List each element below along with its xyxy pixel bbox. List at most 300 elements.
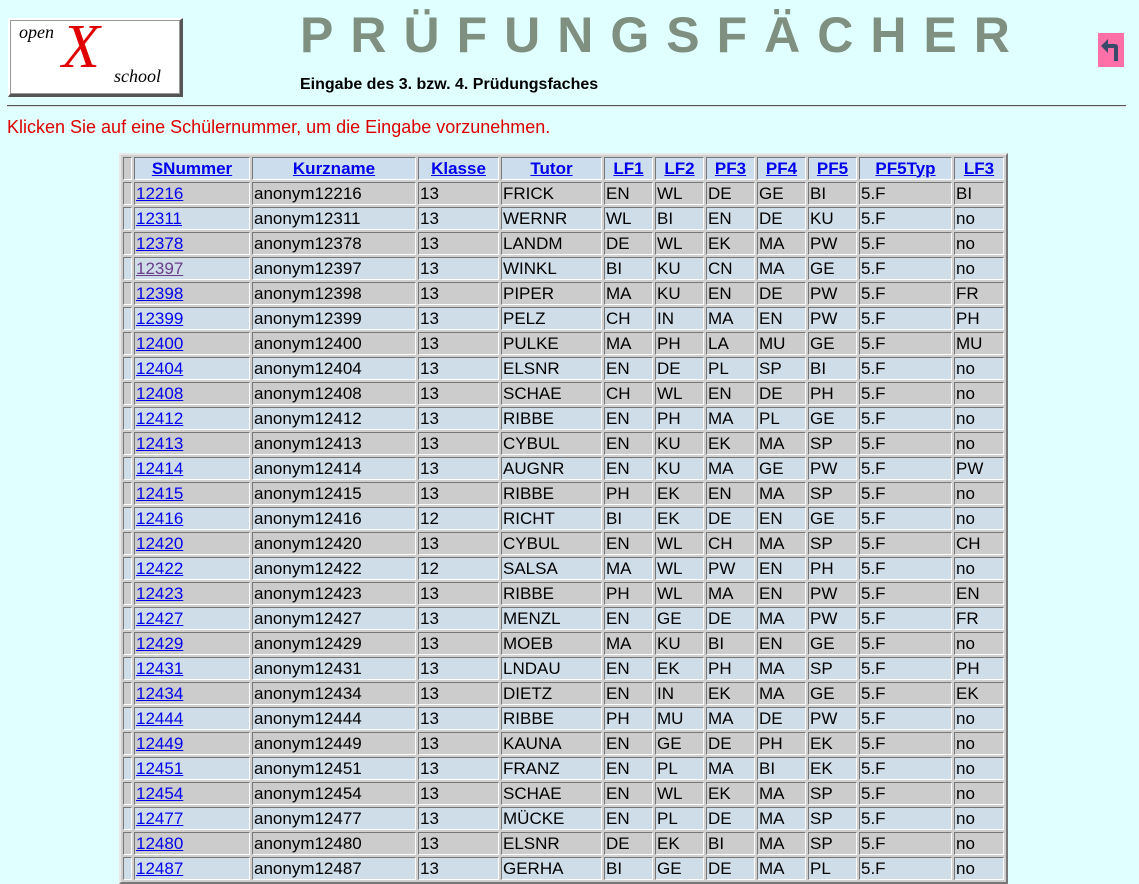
row-marker (123, 507, 132, 530)
table-cell: BI (655, 207, 704, 230)
table-cell[interactable] (134, 482, 250, 505)
table-cell: BI (757, 757, 806, 780)
table-cell: 5.F (859, 782, 952, 805)
table-cell: 5.F (859, 657, 952, 680)
column-header-lf3[interactable] (954, 157, 1004, 180)
table-cell: 5.F (859, 707, 952, 730)
column-header-klasse[interactable] (418, 157, 499, 180)
table-cell: anonym12404 (252, 357, 416, 380)
table-cell: MA (757, 807, 806, 830)
sort-link-pf4[interactable]: PF4 (765, 158, 798, 178)
table-cell: anonym12399 (252, 307, 416, 330)
table-cell: no (954, 257, 1004, 280)
table-cell: no (954, 632, 1004, 655)
table-cell: anonym12451 (252, 757, 416, 780)
table-cell[interactable] (134, 182, 250, 205)
table-cell: WL (655, 232, 704, 255)
table-cell: no (954, 857, 1004, 880)
sort-link-snummer[interactable]: SNummer (151, 158, 233, 178)
students-table-body (123, 182, 1004, 880)
table-cell: anonym12434 (252, 682, 416, 705)
table-cell: 13 (418, 582, 499, 605)
back-arrow-icon (1098, 33, 1124, 67)
table-cell: 5.F (859, 632, 952, 655)
table-cell[interactable] (134, 432, 250, 455)
table-cell: GE (808, 632, 857, 655)
table-cell: MA (757, 532, 806, 555)
row-marker (123, 307, 132, 330)
table-cell: FR (954, 282, 1004, 305)
snummer-link[interactable]: 12397 (136, 258, 184, 278)
table-cell: 13 (418, 257, 499, 280)
table-cell: anonym12412 (252, 407, 416, 430)
table-cell: 13 (418, 532, 499, 555)
table-cell: EK (706, 232, 755, 255)
row-marker (123, 532, 132, 555)
snummer-link[interactable]: 12449 (136, 733, 184, 753)
table-cell: DE (706, 857, 755, 880)
table-cell: PH (808, 557, 857, 580)
row-marker (123, 432, 132, 455)
table-cell: 5.F (859, 182, 952, 205)
table-cell: 13 (418, 832, 499, 855)
table-cell: no (954, 707, 1004, 730)
table-cell: GE (808, 507, 857, 530)
row-marker (123, 657, 132, 680)
table-cell: MA (757, 232, 806, 255)
table-cell: MA (757, 657, 806, 680)
table-cell: anonym12454 (252, 782, 416, 805)
table-cell: DIETZ (501, 682, 602, 705)
column-header-pf3[interactable] (706, 157, 755, 180)
row-marker (123, 582, 132, 605)
table-cell: no (954, 757, 1004, 780)
snummer-link[interactable]: 12404 (136, 358, 184, 378)
table-cell: EK (655, 507, 704, 530)
table-cell: EK (808, 732, 857, 755)
table-cell: 12 (418, 557, 499, 580)
snummer-link[interactable]: 12480 (136, 833, 184, 853)
table-cell: 5.F (859, 482, 952, 505)
table-cell: EN (954, 582, 1004, 605)
snummer-link[interactable]: 12451 (136, 758, 184, 778)
table-cell[interactable] (134, 857, 250, 880)
table-cell: 5.F (859, 607, 952, 630)
table-cell: DE (604, 232, 653, 255)
table-cell: 12 (418, 507, 499, 530)
column-header-pf4[interactable] (757, 157, 806, 180)
sort-link-tutor[interactable]: Tutor (530, 158, 573, 178)
table-cell: FR (954, 607, 1004, 630)
header-spacer (123, 157, 132, 180)
snummer-link[interactable]: 12408 (136, 383, 184, 403)
table-cell: MA (757, 682, 806, 705)
table-cell[interactable] (134, 682, 250, 705)
table-cell: no (954, 557, 1004, 580)
table-cell: 5.F (859, 332, 952, 355)
table-cell: EK (655, 657, 704, 680)
table-cell: MA (757, 832, 806, 855)
table-cell: anonym12416 (252, 507, 416, 530)
table-cell: 13 (418, 857, 499, 880)
table-cell: 13 (418, 182, 499, 205)
row-marker (123, 782, 132, 805)
table-cell[interactable] (134, 632, 250, 655)
table-cell: 5.F (859, 407, 952, 430)
table-cell: anonym12423 (252, 582, 416, 605)
table-cell: PH (655, 332, 704, 355)
table-cell: MA (706, 407, 755, 430)
table-row (123, 632, 1004, 655)
sort-link-klasse[interactable]: Klasse (431, 158, 486, 178)
table-row (123, 757, 1004, 780)
snummer-link[interactable]: 12429 (136, 633, 184, 653)
table-row (123, 682, 1004, 705)
snummer-link[interactable]: 12431 (136, 658, 184, 678)
table-cell: 5.F (859, 232, 952, 255)
table-cell: DE (757, 282, 806, 305)
table-cell: BI (706, 832, 755, 855)
table-row (123, 407, 1004, 430)
table-cell: 13 (418, 807, 499, 830)
row-marker (123, 632, 132, 655)
table-cell: WL (655, 182, 704, 205)
table-cell: SP (808, 432, 857, 455)
page-title: PRÜFUNGSFÄCHER (300, 7, 1027, 63)
table-cell[interactable] (134, 807, 250, 830)
table-cell: 5.F (859, 857, 952, 880)
table-cell: DE (706, 807, 755, 830)
table-cell: WL (655, 782, 704, 805)
back-button[interactable] (1098, 33, 1124, 67)
table-cell: LA (706, 332, 755, 355)
table-cell: anonym12427 (252, 607, 416, 630)
table-cell: EN (757, 307, 806, 330)
table-cell: PL (655, 757, 704, 780)
snummer-link[interactable]: 12487 (136, 858, 184, 878)
column-header-lf1[interactable] (604, 157, 653, 180)
table-cell: ELSNR (501, 357, 602, 380)
table-cell: 5.F (859, 732, 952, 755)
table-cell: anonym12311 (252, 207, 416, 230)
sort-link-pf5[interactable]: PF5 (816, 158, 849, 178)
table-cell: 5.F (859, 432, 952, 455)
sort-link-pf5typ[interactable]: PF5Typ (875, 158, 936, 178)
table-cell[interactable] (134, 657, 250, 680)
column-header-kurzname[interactable] (252, 157, 416, 180)
table-cell: MA (706, 307, 755, 330)
snummer-link[interactable]: 12423 (136, 583, 184, 603)
table-cell: EN (604, 457, 653, 480)
table-cell: EN (604, 407, 653, 430)
table-cell: anonym12420 (252, 532, 416, 555)
table-cell: PH (604, 482, 653, 505)
table-cell: no (954, 382, 1004, 405)
column-header-pf5[interactable] (808, 157, 857, 180)
table-cell: no (954, 207, 1004, 230)
table-cell: KU (655, 257, 704, 280)
table-cell: PW (808, 282, 857, 305)
snummer-link[interactable]: 12398 (136, 283, 184, 303)
students-table-wrapper (119, 153, 1008, 884)
table-cell: anonym12480 (252, 832, 416, 855)
table-cell: 5.F (859, 307, 952, 330)
table-cell[interactable] (134, 282, 250, 305)
row-marker (123, 332, 132, 355)
sort-link-lf3[interactable]: LF3 (963, 158, 995, 178)
table-cell: BI (604, 257, 653, 280)
table-cell: RIBBE (501, 407, 602, 430)
table-cell[interactable] (134, 532, 250, 555)
snummer-link[interactable]: 12444 (136, 708, 184, 728)
table-cell: EN (706, 482, 755, 505)
table-cell: 13 (418, 432, 499, 455)
snummer-link[interactable]: 12420 (136, 533, 184, 553)
snummer-link[interactable]: 12400 (136, 333, 184, 353)
snummer-link[interactable]: 12427 (136, 608, 184, 628)
table-cell: MA (604, 282, 653, 305)
table-cell: PL (655, 807, 704, 830)
table-cell: 5.F (859, 832, 952, 855)
table-cell: MA (757, 607, 806, 630)
table-cell[interactable] (134, 382, 250, 405)
snummer-link[interactable]: 12422 (136, 558, 184, 578)
table-cell[interactable] (134, 407, 250, 430)
snummer-link[interactable]: 12434 (136, 683, 184, 703)
table-cell: MA (706, 707, 755, 730)
table-cell: MU (954, 332, 1004, 355)
table-cell: BI (604, 857, 653, 880)
table-cell: GE (808, 332, 857, 355)
table-cell[interactable] (134, 232, 250, 255)
table-cell: MU (757, 332, 806, 355)
table-cell: PL (706, 357, 755, 380)
row-marker (123, 232, 132, 255)
table-cell: MA (706, 457, 755, 480)
table-cell[interactable] (134, 457, 250, 480)
table-cell: BI (604, 507, 653, 530)
logo-open-text: open (19, 22, 54, 42)
table-cell: PULKE (501, 332, 602, 355)
table-row (123, 182, 1004, 205)
table-cell[interactable] (134, 557, 250, 580)
table-cell: WINKL (501, 257, 602, 280)
table-cell[interactable] (134, 207, 250, 230)
table-cell: SP (808, 807, 857, 830)
table-cell[interactable] (134, 507, 250, 530)
snummer-link[interactable]: 12415 (136, 483, 184, 503)
table-cell: DE (706, 507, 755, 530)
table-cell: PH (954, 307, 1004, 330)
table-cell[interactable] (134, 357, 250, 380)
table-cell: KU (655, 432, 704, 455)
table-cell: SCHAE (501, 382, 602, 405)
table-cell: EN (706, 282, 755, 305)
table-cell: EK (655, 482, 704, 505)
snummer-link[interactable]: 12216 (136, 183, 184, 203)
table-row (123, 607, 1004, 630)
snummer-link[interactable]: 12454 (136, 783, 184, 803)
table-cell: GE (655, 607, 704, 630)
row-marker (123, 607, 132, 630)
logo-x-text: X (62, 13, 100, 81)
table-cell: PW (706, 557, 755, 580)
snummer-link[interactable]: 12378 (136, 233, 184, 253)
table-cell: LANDM (501, 232, 602, 255)
table-cell[interactable] (134, 757, 250, 780)
table-cell: WL (655, 557, 704, 580)
table-cell: 5.F (859, 382, 952, 405)
sort-link-lf1[interactable]: LF1 (613, 158, 644, 178)
row-marker (123, 382, 132, 405)
table-cell: PH (604, 582, 653, 605)
table-cell: CN (706, 257, 755, 280)
table-cell: SALSA (501, 557, 602, 580)
table-cell: 5.F (859, 557, 952, 580)
table-cell: EN (604, 682, 653, 705)
column-header-lf2[interactable] (655, 157, 704, 180)
snummer-link[interactable]: 12416 (136, 508, 184, 528)
table-cell: PW (808, 307, 857, 330)
table-cell: FRANZ (501, 757, 602, 780)
instruction-text: Klicken Sie auf eine Schülernummer, um die Eingabe vorzunehmen. (7, 117, 551, 137)
table-cell: SP (808, 482, 857, 505)
table-cell: SP (808, 782, 857, 805)
table-cell: PH (604, 707, 653, 730)
table-cell: 5.F (859, 207, 952, 230)
table-cell: MU (655, 707, 704, 730)
table-row (123, 732, 1004, 755)
table-row (123, 332, 1004, 355)
table-cell: KU (655, 457, 704, 480)
table-cell: PL (808, 857, 857, 880)
table-cell: 5.F (859, 282, 952, 305)
table-cell: GE (655, 732, 704, 755)
table-cell: anonym12414 (252, 457, 416, 480)
table-cell[interactable] (134, 607, 250, 630)
snummer-link[interactable]: 12311 (136, 208, 183, 228)
table-cell: DE (757, 207, 806, 230)
table-cell: BI (706, 632, 755, 655)
table-cell: no (954, 432, 1004, 455)
table-cell: FRICK (501, 182, 602, 205)
column-header-tutor[interactable] (501, 157, 602, 180)
table-cell: DE (706, 182, 755, 205)
table-row (123, 307, 1004, 330)
table-cell: no (954, 782, 1004, 805)
table-cell: RICHT (501, 507, 602, 530)
table-cell: KU (655, 632, 704, 655)
table-cell: GERHA (501, 857, 602, 880)
table-cell: EN (757, 582, 806, 605)
table-cell: SP (808, 532, 857, 555)
snummer-link[interactable]: 12399 (136, 308, 184, 328)
sort-link-lf2[interactable]: LF2 (664, 158, 695, 178)
table-cell: CH (706, 532, 755, 555)
sort-link-kurzname[interactable]: Kurzname (292, 158, 376, 178)
table-cell: CYBUL (501, 432, 602, 455)
table-cell: EK (706, 782, 755, 805)
table-cell: IN (655, 307, 704, 330)
table-cell[interactable] (134, 707, 250, 730)
table-cell: MA (757, 257, 806, 280)
snummer-link[interactable]: 12414 (136, 458, 184, 478)
table-cell: 5.F (859, 507, 952, 530)
table-cell[interactable] (134, 732, 250, 755)
table-cell: DE (757, 382, 806, 405)
table-cell: 5.F (859, 257, 952, 280)
table-row (123, 282, 1004, 305)
snummer-link[interactable]: 12477 (136, 808, 184, 828)
table-cell: WL (655, 582, 704, 605)
table-cell: 13 (418, 707, 499, 730)
row-marker (123, 207, 132, 230)
table-cell: 5.F (859, 357, 952, 380)
table-cell: GE (655, 857, 704, 880)
table-cell[interactable] (134, 832, 250, 855)
header-divider (7, 105, 1126, 107)
table-cell: MOEB (501, 632, 602, 655)
table-cell: EK (954, 682, 1004, 705)
column-header-pf5typ[interactable] (859, 157, 952, 180)
table-cell: PW (808, 232, 857, 255)
sort-link-pf3[interactable]: PF3 (714, 158, 747, 178)
table-cell: MÜCKE (501, 807, 602, 830)
table-cell: EN (706, 207, 755, 230)
snummer-link[interactable]: 12412 (136, 408, 184, 428)
table-cell: DE (706, 607, 755, 630)
table-cell: 13 (418, 632, 499, 655)
table-cell: no (954, 482, 1004, 505)
table-cell: anonym12444 (252, 707, 416, 730)
table-cell: PW (808, 707, 857, 730)
table-cell: EK (706, 432, 755, 455)
table-cell: EN (604, 532, 653, 555)
table-cell: DE (706, 732, 755, 755)
table-cell[interactable] (134, 782, 250, 805)
table-cell: SCHAE (501, 782, 602, 805)
table-row (123, 582, 1004, 605)
table-cell[interactable] (134, 332, 250, 355)
table-cell: 13 (418, 407, 499, 430)
table-cell: 13 (418, 307, 499, 330)
table-cell: no (954, 507, 1004, 530)
table-cell: no (954, 732, 1004, 755)
table-cell: GE (757, 457, 806, 480)
column-header-snummer[interactable] (134, 157, 250, 180)
table-cell: IN (655, 682, 704, 705)
row-marker (123, 457, 132, 480)
table-row (123, 382, 1004, 405)
table-cell: 13 (418, 682, 499, 705)
table-cell: anonym12422 (252, 557, 416, 580)
table-row (123, 832, 1004, 855)
snummer-link[interactable]: 12413 (136, 433, 184, 453)
table-row (123, 432, 1004, 455)
table-cell: DE (655, 357, 704, 380)
table-cell[interactable] (134, 582, 250, 605)
table-cell: EN (604, 807, 653, 830)
table-cell: PH (808, 382, 857, 405)
row-marker (123, 832, 132, 855)
table-cell: anonym12378 (252, 232, 416, 255)
table-cell[interactable] (134, 257, 250, 280)
table-cell: DE (604, 832, 653, 855)
table-row (123, 357, 1004, 380)
table-cell[interactable] (134, 307, 250, 330)
table-cell: 13 (418, 607, 499, 630)
table-row (123, 782, 1004, 805)
